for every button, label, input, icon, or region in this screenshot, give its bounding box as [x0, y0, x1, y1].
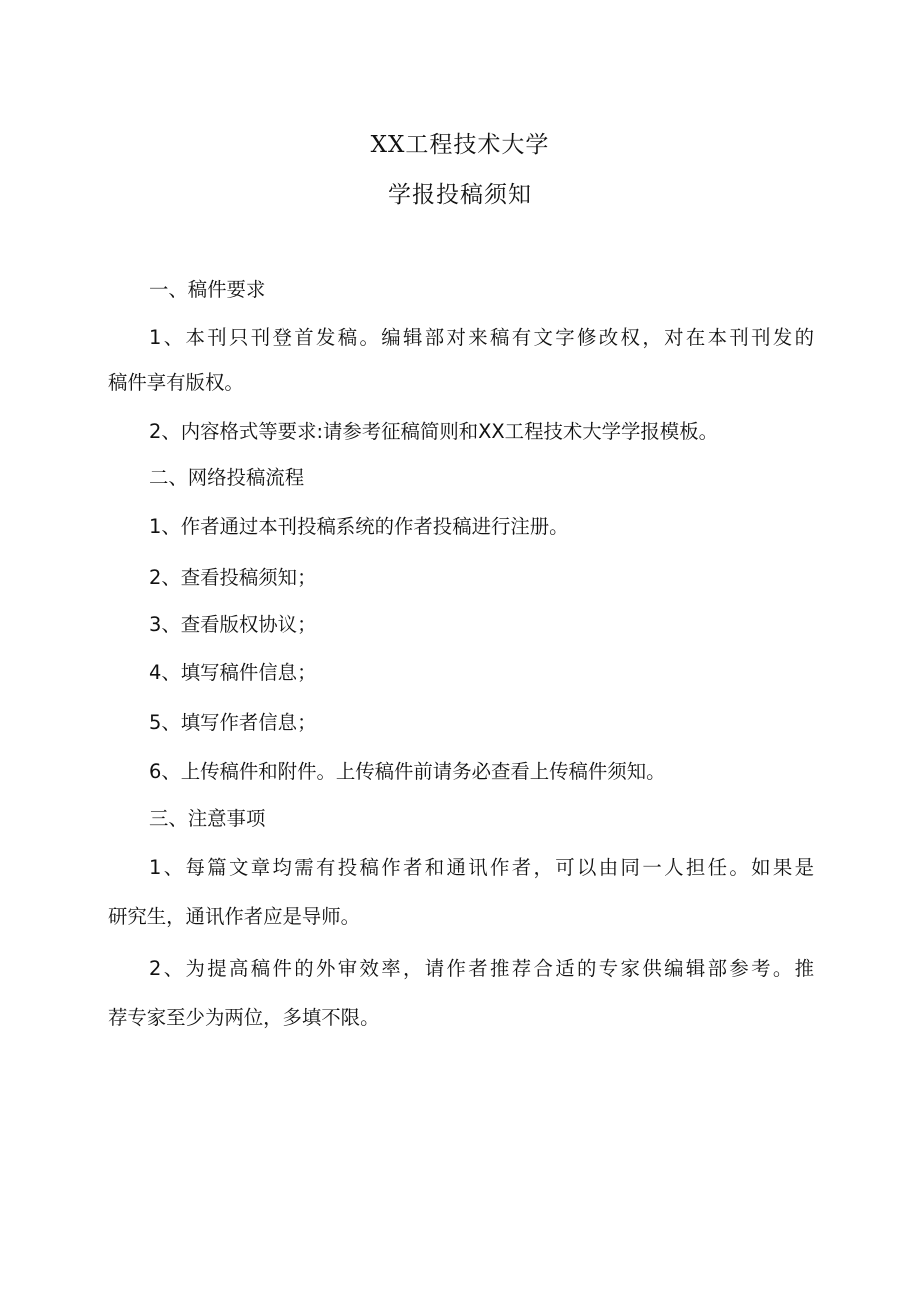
- section-heading-online-submission-process: 二、网络投稿流程: [149, 466, 305, 489]
- process-step-6: 6、上传稿件和附件。上传稿件前请务必查看上传稿件须知。: [149, 760, 666, 783]
- note-1-line-1: 1、每篇文章均需有投稿作者和通讯作者，可以由同一人担任。如果是: [149, 856, 814, 879]
- document-title: XX工程技术大学: [370, 132, 550, 158]
- requirement-2: 2、内容格式等要求:请参考征稿简则和XX工程技术大学学报模板。: [149, 420, 718, 443]
- process-step-2: 2、查看投稿须知；: [149, 566, 317, 589]
- process-step-1: 1、作者通过本刊投稿系统的作者投稿进行注册。: [149, 515, 569, 538]
- requirement-1-line-1: 1、本刊只刊登首发稿。编辑部对来稿有文字修改权，对在本刊刊发的: [149, 326, 814, 349]
- note-2-line-2: 荐专家至少为两位，多填不限。: [108, 1006, 380, 1029]
- process-step-5: 5、填写作者信息；: [149, 711, 317, 734]
- section-heading-notes: 三、注意事项: [149, 807, 266, 830]
- requirement-1-line-2: 稿件享有版权。: [108, 371, 244, 394]
- document-subtitle: 学报投稿须知: [388, 182, 532, 208]
- process-step-3: 3、查看版权协议；: [149, 613, 317, 636]
- note-1-line-2: 研究生，通讯作者应是导师。: [108, 905, 361, 928]
- note-2-line-1: 2、为提高稿件的外审效率，请作者推荐合适的专家供编辑部参考。推: [149, 957, 814, 980]
- section-heading-manuscript-requirements: 一、稿件要求: [149, 278, 266, 301]
- process-step-4: 4、填写稿件信息；: [149, 661, 317, 684]
